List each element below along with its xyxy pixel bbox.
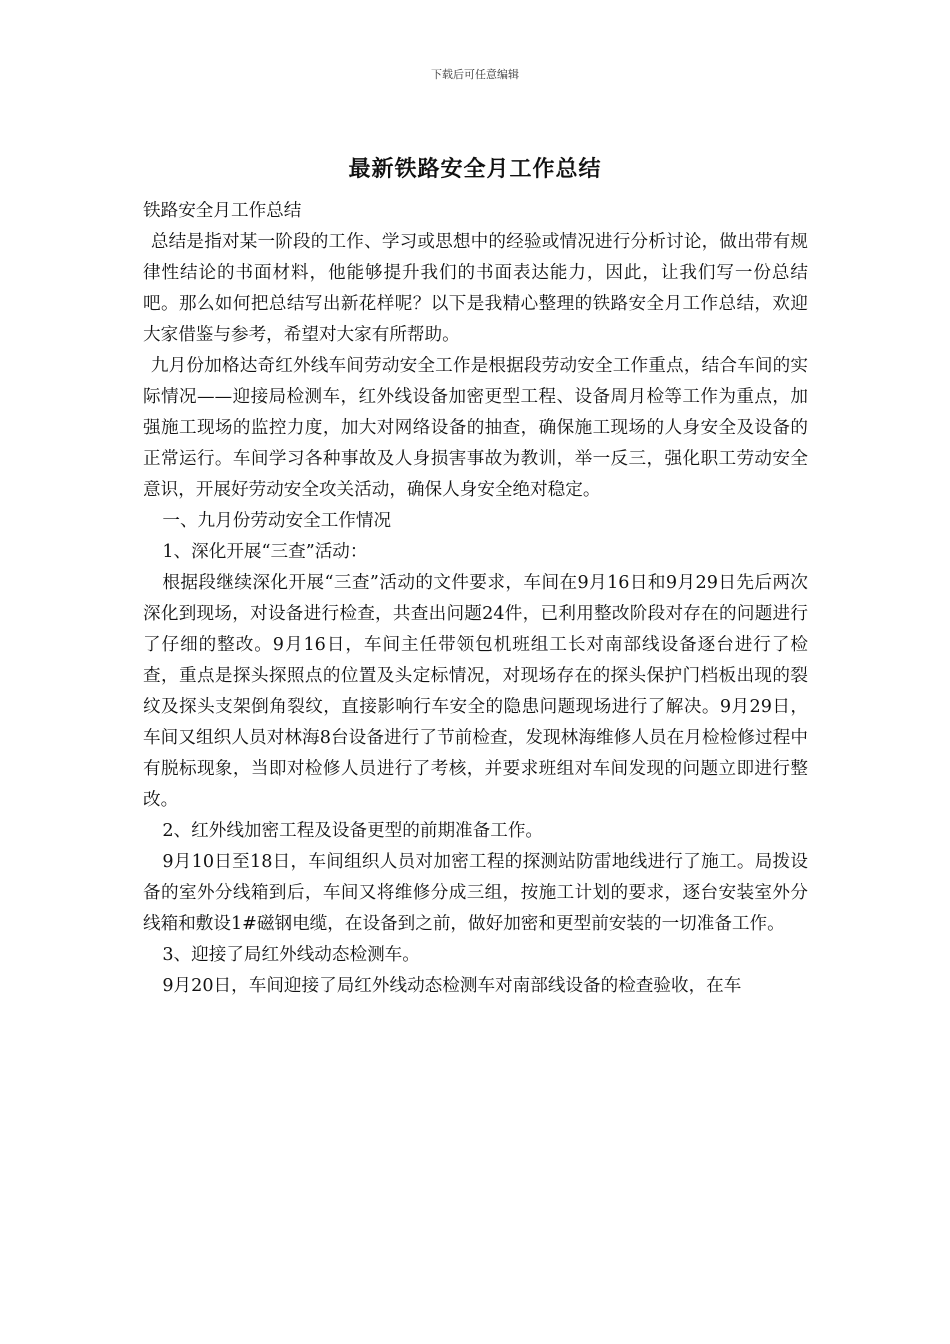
document-title: 最新铁路安全月工作总结 — [348, 156, 602, 182]
subsection-heading-1: 1、深化开展“三查”活动： — [162, 542, 368, 562]
overview-paragraph: 九月份加格达奇红外线车间劳动安全工作是根据段劳动安全工作重点，结合车间的实际情况——迎接局检测车，红外线设备加密更型工程、设备周月检等工作为重点，加强施工现场的监控力度，加大对网络设备的抽查，确保施工现场的人身安全及设备的正常运行。车间学习各种事故及人身损害事故为教训，举一反三，强化职工劳动安全意识，开展好劳动安全攻关活动，确保人身安全绝对稳定。 — [143, 356, 808, 500]
subtitle-paragraph: 铁路安全月工作总结 — [143, 201, 302, 221]
section-heading: 一、九月份劳动安全工作情况 — [162, 511, 392, 531]
subsection-heading-3: 3、迎接了局红外线动态检测车。 — [162, 945, 420, 965]
header-note: 下载后可任意编辑 — [431, 68, 519, 81]
subsection-paragraph-1: 根据段继续深化开展“三查”活动的文件要求，车间在9月16日和9月29日先后两次深化到现场，对设备进行检查，共查出问题24件，已利用整改阶段对存在的问题进行了仔细的整改。9月16日，车间主任带领包机班组工长对南部线设备逐台进行了检查，重点是探头探照点的位置及头定标情况，对现场存在的探头保护门档板出现的裂纹及探头支架倒角裂纹，直接影响行车安全的隐患问题现场进行了解决。9月29日，车间又组织人员对林海8台设备进行了节前检查，发现林海维修人员在月检检修过程中有脱标现象，当即对检修人员进行了考核，并要求班组对车间发现的问题立即进行整改。 — [143, 573, 808, 810]
intro-paragraph: 总结是指对某一阶段的工作、学习或思想中的经验或情况进行分析讨论，做出带有规律性结论的书面材料，他能够提升我们的书面表达能力，因此，让我们写一份总结吧。那么如何把总结写出新花样呢？以下是我精心整理的铁路安全月工作总结，欢迎大家借鉴与参考，希望对大家有所帮助。 — [143, 232, 808, 345]
subsection-heading-2: 2、红外线加密工程及设备更型的前期准备工作。 — [162, 821, 544, 841]
document-body — [143, 196, 808, 1002]
subsection-paragraph-3: 9月20日，车间迎接了局红外线动态检测车对南部线设备的检查验收，在车 — [162, 976, 742, 996]
subsection-paragraph-2: 9月10日至18日，车间组织人员对加密工程的探测站防雷地线进行了施工。局拨设备的室外分线箱到后，车间又将维修分成三组，按施工计划的要求，逐台安装室外分线箱和敷设1#磁钢电缆，在设备到之前，做好加密和更型前安装的一切准备工作。 — [143, 852, 808, 934]
